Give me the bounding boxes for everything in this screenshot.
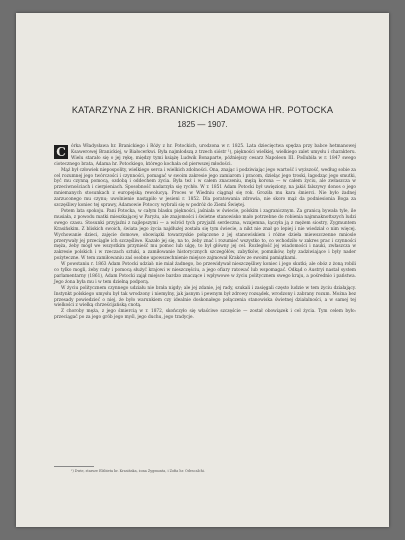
article-body	[54, 144, 356, 321]
paragraph-3: Potem lata spokoju. Pani Potocka, w całym blasku piękności, jaśniała w świecie, polskim i zagranicznym. Za granicą bywała tyle, ile musiała, z powodu matki mieszkającej w Paryżu, ale znajomości i świetne stanowisko mało potrzebne do robienia najmnaknottszych ludzi swego czasu. Stosunki przyjaźni z najlepszymi — a wśród tych przyjaźń serdeczna, wzajemna, łączyła ją z mężem siostry, Zygmuntem Krasińskim. Z bliskich swoich, świata jego życia najdłużej została się tym świecie, a nikt nie znał go lepiej i nie wiedział o nim więcej. Wychowanie dzieci, zajęcie domowe, obowiązki towarzyskie połączone z jej stanowiskiem i różne dzieła miewszczenne mniosle przerywały jej przeciągle ich szczęśliwe. Kazało jej się, na to, żeby znać i rozumieć wszystko to, co wchodziło w zakres prac i czynności męża, żeby mógł we wszystkim przynieść mu pomoc lub ulgę, to był główny jej cel. Rozległość jej wiadomości i nauki, zwłaszcza w zakresie polskich i w rzeczach sztuki, a zamiłowanie historycznych szczegółów, zabytków, pomników, były zadziwiające i były nader pożyteczne. W tem zamiłowaniu zaś osobne upowszechnienie miejsce zajmował Kraków ze swoimi pamiątkami.	[54, 208, 356, 262]
decorative-initial: C	[54, 145, 68, 159]
footnote: ¹) Dwie, starsze Elżbieta hr. Krasińska, żona Zygmunta, i Zofia hr. Odescalchi.	[71, 469, 205, 473]
footnote-divider	[54, 466, 94, 467]
paragraph-6: Z choroby męża, z jego śmiercią w r. 1872, skończyło się właściwe szczęście — został obowiązek i cel życia. Tym celem było: przeciągać po za jego grób jego myśl, jego duchu, jego tradycje.	[54, 309, 356, 321]
paragraph-1-text: órka Władysława hr. Branickiego i Róży z hr. Potockich, urodzona w r. 1825. Lata dziecięctwa spędza przy babce hetmanowej Ksawerowej Branickiej, w Białocerkwi. Była najmłodszą z trzech sióstr ¹), piękności wielkiej, wielkiego zalet umysłu i charakteru. Wielu starało się o jej rękę, między tymi książę Ludwik Bonaparte, późniejszy cesarz Napoleon III. Poślubiła w r. 1847 swego ciotecznego brata, Adama hr. Potockiego, którego kochała od pierwszej młodości.	[54, 144, 356, 167]
article-title: KATARZYNA Z HR. BRANICKICH ADAMOWA HR. POTOCKA	[71, 105, 334, 115]
paragraph-4: W powstaniu r. 1863 Adam Potocki udział: nie miał żadnego, bo przewidywał nieszczęśliwy koniec i jego skutki; ale obóz z żoną robili co tylko mogli, żeby rady i pomocą służyć krajowi w nieszczęściu, a jego ofiary ratować lub wspomagać. Odkąd o Austryi nastał system parlamentarny (1861), Adam Potocki zajął miejsce bardzo znaczące i wpływowe w życiu politycznem swego kraju, a pośrednio i państwa. Jego żona była mu i w tem dzielną podporą.	[54, 262, 356, 285]
paragraph-5: W życiu politycznem czynnego udziału nie brała nigdy; ale jej zdanie, jej rady, szukali i zasięgali często ludzie w tem życiu działający. Instynkt polskiego umysłu był tak wrodzony i niemylny, jak jasnym i pewnym był zdrowy rozsądek, wrodzony i zabrany rozum. Można bez przesady powiedzieć o niej, że było warunkiem czy idealnie doskonałego połączenia stanowiska świetnej działalności, a w samej tej wielkości z wielką chrześcijańską cnotą.	[54, 285, 356, 309]
paragraph-1	[54, 144, 356, 168]
article-years: 1825 — 1907.	[177, 120, 228, 129]
document-page	[16, 13, 389, 527]
paragraph-2: Mąż był człowiek niepospolity, wielkiego serca i wielkich zdolności. Ona, znając i podziwiając jego wartość i wyższość, według sobie za cel rozumnej jego twórczości i czynności, pomagać w swoim zakresie jego zamiarom i pracom, dzieląc jego troski, łagodząc jego smutki, być mu czynną pomocą, ozdobą i oddechem życia. Była też i w całem znaczeniu, mężą korona — w całem życiu, ale zwłaszcza w przeciwnościach i cierpieniach. Sposobność nadarzyła się rychło. W r. 1851 Adam Potocki był uwięziony, na jakiś falszywy donos o jego mniemanych stosunkach z europejską rewolucyą. Proces w Wiedniu ciągnął się rok. Groziła mu kara śmierci. Nie było żadnej zarzuconego mu czynu; uwolnienie nastąpiło w jesieni r. 1852. Dla poratowania zdrowia, nie skoro mąż da podniesionia Boga za szczęśliwy koniec tej sprawy, Adamowie Potoccy wybrali się w podróż do Ziemi Świętej.	[54, 167, 356, 209]
